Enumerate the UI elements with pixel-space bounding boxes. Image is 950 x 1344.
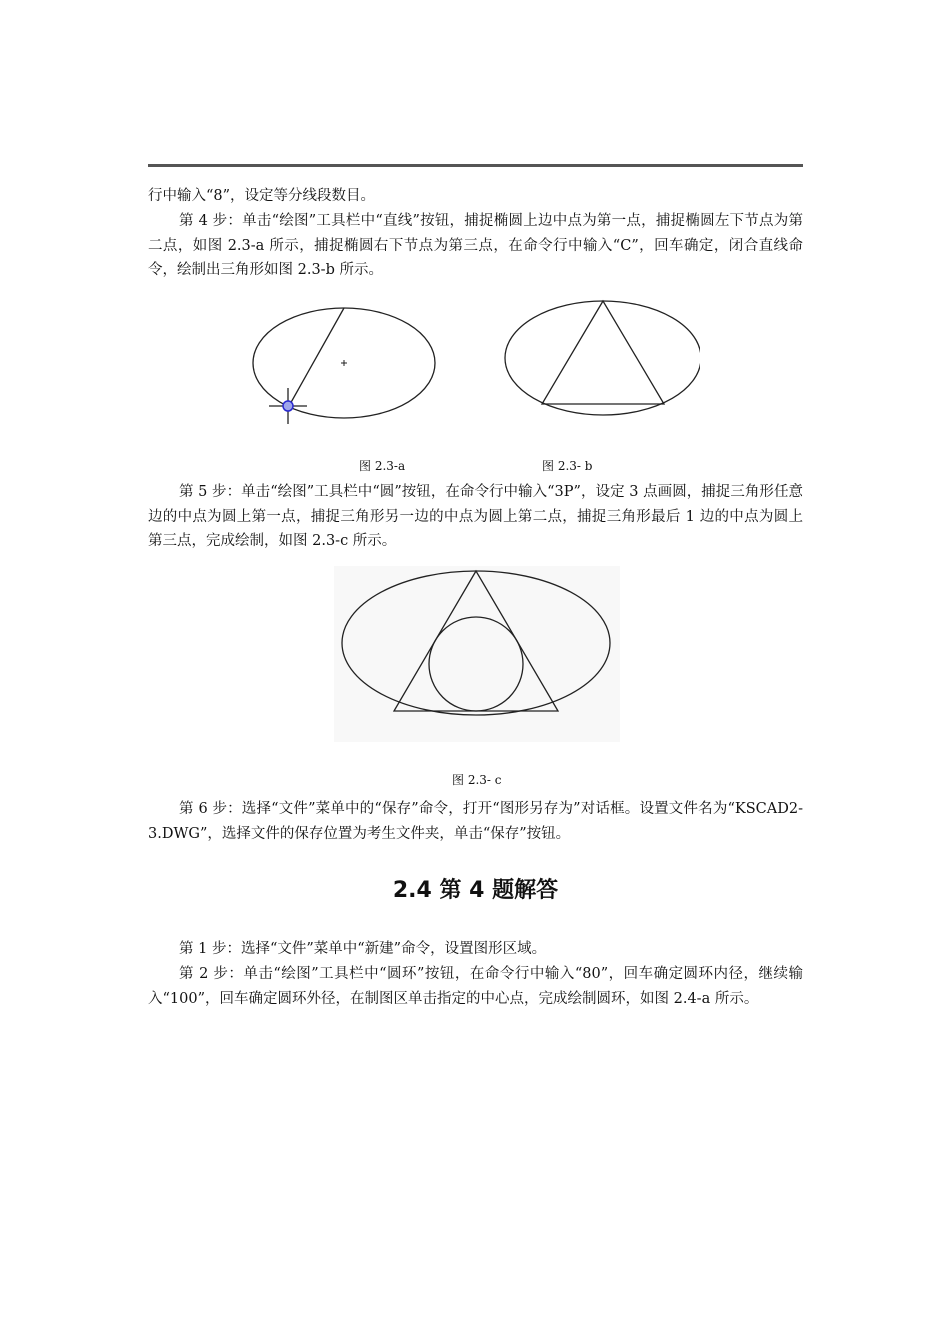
section-heading: 2.4 第 4 题解答	[392, 878, 559, 903]
figure-2-3-c	[334, 566, 620, 742]
paragraph-step-5: 第 5 步：单击“绘图”工具栏中“圆”按钮，在命令行中输入“3P”，设定 3 点画圆，捕捉三角形任意边的中点为圆上第一点，捕捉三角形另一边的中点为圆上第二点，捕捉三角形最后 1 边的中点为圆上第三点，完成绘制，如图 2.3-c 所示。	[148, 484, 803, 549]
center-mark-icon	[341, 360, 347, 366]
caption-fig-2-3-a: 图 2.3-a	[359, 459, 406, 473]
paragraph-continued: 行中输入“8”，设定等分线段数目。	[148, 188, 376, 204]
figure-2-3-b	[500, 296, 700, 426]
paragraph-step-1: 第 1 步：选择“文件”菜单中“新建”命令，设置图形区域。	[179, 941, 547, 957]
paragraph-step-6: 第 6 步：选择“文件”菜单中的“保存”命令，打开“图形另存为”对话框。设置文件名为“KSCAD2-3.DWG”，选择文件的保存位置为考生文件夹，单击“保存”按钮。	[148, 801, 803, 842]
paragraph-step-2: 第 2 步：单击“绘图”工具栏中“圆环”按钮，在命令行中输入“80”，回车确定圆环内径，继续输入“100”，回车确定圆环外径，在制图区单击指定的中心点，完成绘制圆环，如图 2.4-a 所示。	[148, 966, 803, 1007]
figure-2-3-a	[245, 300, 445, 430]
crosshair-cursor-icon	[269, 388, 307, 424]
line-segment	[289, 308, 344, 406]
caption-fig-2-3-c: 图 2.3- c	[452, 773, 502, 787]
ellipse-shape	[505, 301, 700, 415]
header-rule	[148, 164, 803, 167]
triangle-shape	[542, 301, 664, 404]
caption-fig-2-3-b: 图 2.3- b	[542, 459, 593, 473]
paragraph-step-4: 第 4 步：单击“绘图”工具栏中“直线”按钮，捕捉椭圆上边中点为第一点，捕捉椭圆左下节点为第二点，如图 2.3-a 所示，捕捉椭圆右下节点为第三点，在命令行中输入“C”，回车确定，闭合直线命令，绘制出三角形如图 2.3-b 所示。	[148, 213, 803, 278]
